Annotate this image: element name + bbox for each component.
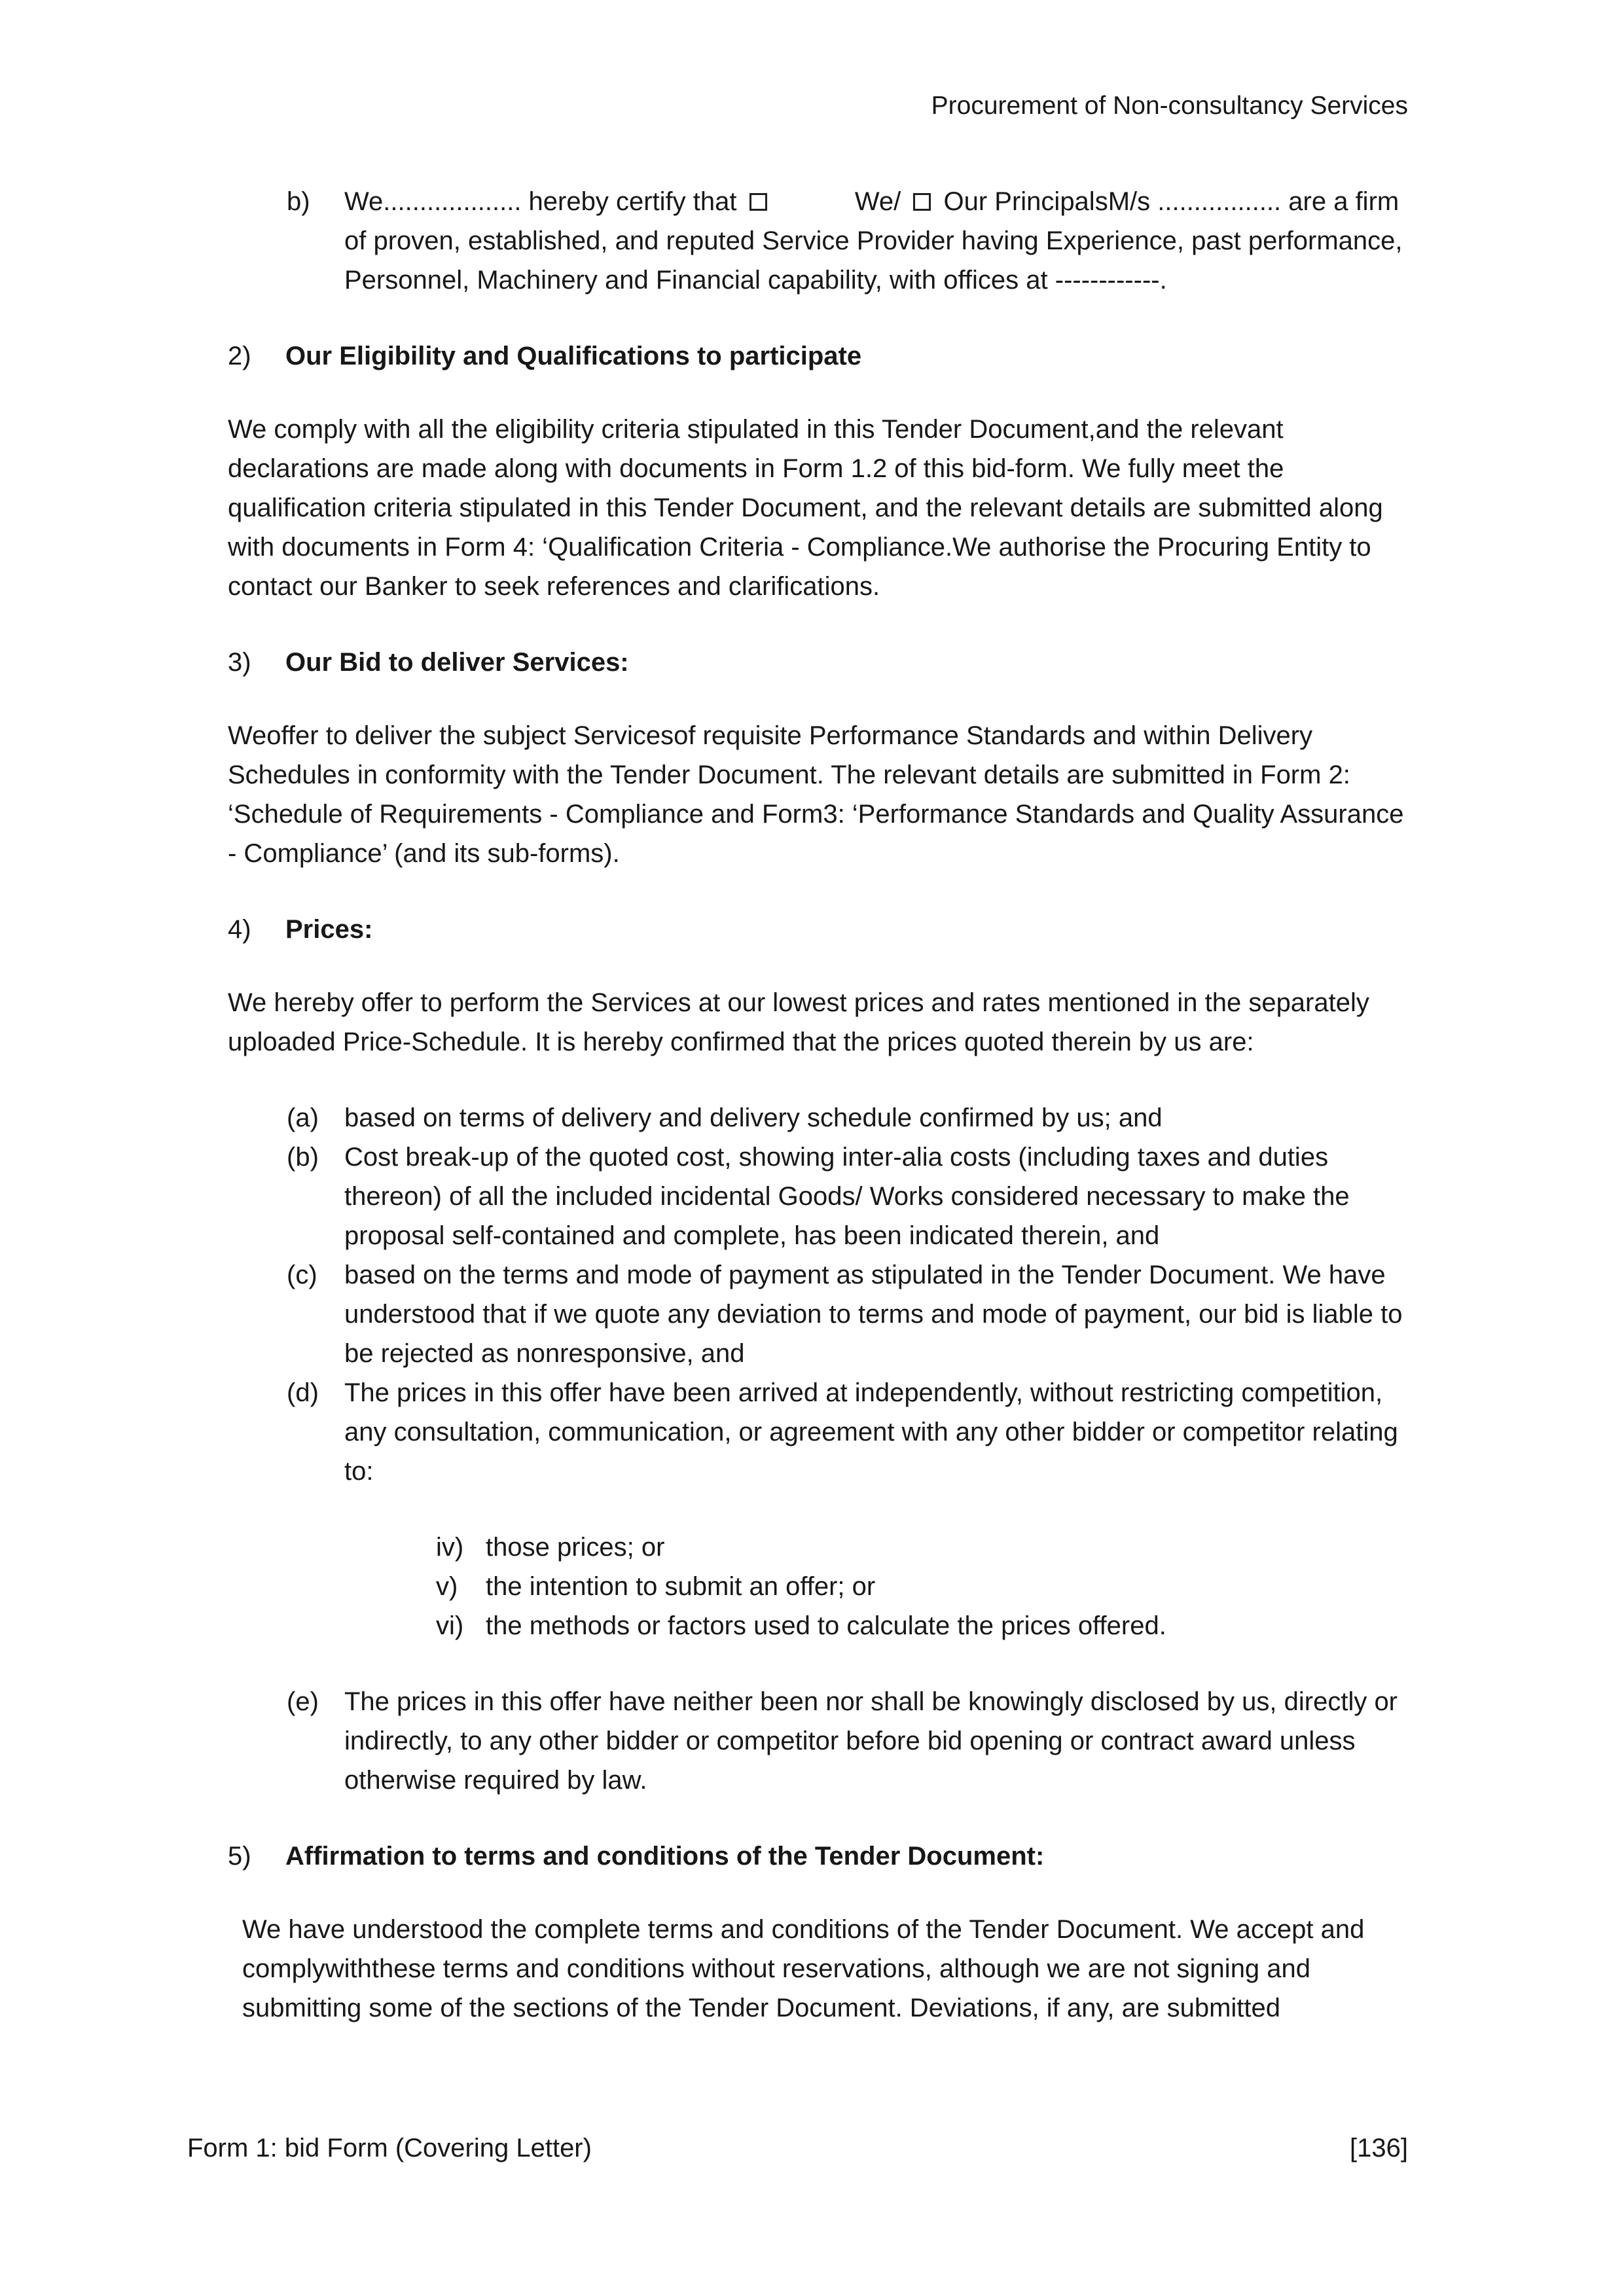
list-item-iv-label: iv) bbox=[436, 1533, 464, 1562]
list-item-e-label: (e) bbox=[287, 1687, 319, 1716]
checkbox-principals-icon bbox=[913, 193, 931, 211]
list-item-vi bbox=[436, 1606, 1410, 1645]
list-item-b-text bbox=[344, 182, 1410, 300]
list-item-b2-text: Cost break-up of the quoted cost, showing inter-alia costs (including taxes and duties thereon) of all the included incidental Goods/ Works considered necessary to make the proposal self-contained and complete, has been indicated therein, and bbox=[344, 1143, 1350, 1250]
list-item-c bbox=[287, 1255, 1410, 1373]
page-header bbox=[931, 90, 1408, 122]
document-content bbox=[228, 182, 1410, 2064]
section-2-title: Our Eligibility and Qualifications to participate bbox=[285, 342, 862, 370]
list-item-vi-label: vi) bbox=[436, 1611, 464, 1640]
page-footer bbox=[187, 2128, 1408, 2168]
list-item-a-text: based on terms of delivery and delivery schedule confirmed by us; and bbox=[344, 1103, 1163, 1132]
list-item-v-label: v) bbox=[436, 1572, 458, 1601]
section-2-body: We comply with all the eligibility criteria stipulated in this Tender Document,and the relevant declarations are made along with documents in Form 1.2 of this bid-form. We fully meet the qualification criteria stipulated in this Tender Document, and the relevant details are submitted along with documents in Form 4: ‘Qualification Criteria - Compliance.We authorise the Procuring Entity to contact our Banker to seek references and clarifications. bbox=[228, 415, 1383, 601]
header-title: Procurement of Non-consultancy Services bbox=[931, 92, 1408, 120]
footer-form-label: Form 1: bid Form (Covering Letter) bbox=[187, 2134, 592, 2162]
list-item-b-label: b) bbox=[287, 187, 310, 216]
list-item-e-text: The prices in this offer have neither been nor shall be knowingly disclosed by us, directly or indirectly, to any other bidder or competitor before bid opening or contract award unless otherwise required by law. bbox=[344, 1687, 1398, 1795]
section-5-heading bbox=[228, 1837, 1410, 1876]
section-3-title: Our Bid to deliver Services: bbox=[285, 648, 629, 677]
section-4-title: Prices: bbox=[285, 915, 373, 944]
section-4-heading bbox=[228, 910, 1410, 949]
section-5-body: We have understood the complete terms and conditions of the Tender Document. We accept and complywiththese terms and conditions without reservations, although we are not signing and submitting some of the sections of the Tender Document. Deviations, if any, are submitted bbox=[242, 1915, 1365, 2022]
section-3-number: 3) bbox=[228, 648, 251, 677]
we-text: We/ bbox=[854, 187, 901, 216]
list-item-b2 bbox=[287, 1138, 1410, 1255]
list-item-iv bbox=[436, 1528, 1410, 1567]
roman-sub-list bbox=[436, 1528, 1410, 1645]
section-4-number: 4) bbox=[228, 915, 251, 944]
principals-text: Our PrincipalsM/s ................. are a firm of proven, established, and reputed Service Provider having Experience, past performance, Personnel, Machinery and Financial capability, with offices at ------------. bbox=[344, 187, 1403, 295]
section-2-number: 2) bbox=[228, 342, 251, 370]
list-item-iv-text: those prices; or bbox=[486, 1533, 665, 1562]
list-item-b bbox=[287, 182, 1410, 300]
list-item-a bbox=[287, 1098, 1410, 1138]
list-item-c-text: based on the terms and mode of payment as stipulated in the Tender Document. We have understood that if we quote any deviation to terms and mode of payment, our bid is liable to be rejected as nonresponsive, and bbox=[344, 1261, 1403, 1368]
checkbox-we-icon bbox=[749, 193, 767, 211]
section-4-body: We hereby offer to perform the Services at our lowest prices and rates mentioned in the separately uploaded Price-Schedule. It is hereby confirmed that the prices quoted therein by us are: bbox=[228, 988, 1369, 1056]
section-3-heading bbox=[228, 643, 1410, 682]
price-conditions-list bbox=[287, 1098, 1410, 1491]
certify-text: We................... hereby certify that bbox=[344, 187, 737, 216]
list-item-v-text: the intention to submit an offer; or bbox=[486, 1572, 876, 1601]
list-item-b2-label: (b) bbox=[287, 1143, 319, 1172]
list-item-vi-text: the methods or factors used to calculate the prices offered. bbox=[486, 1611, 1166, 1640]
list-item-d bbox=[287, 1373, 1410, 1491]
list-item-v bbox=[436, 1567, 1410, 1606]
list-item-e bbox=[287, 1682, 1410, 1800]
section-2-heading bbox=[228, 336, 1410, 376]
list-item-d-label: (d) bbox=[287, 1378, 319, 1407]
list-item-a-label: (a) bbox=[287, 1103, 319, 1132]
section-5-number: 5) bbox=[228, 1842, 251, 1871]
section-5-title: Affirmation to terms and conditions of the Tender Document: bbox=[285, 1842, 1045, 1871]
footer-page-number: [136] bbox=[1350, 2134, 1408, 2162]
list-item-d-text: The prices in this offer have been arrived at independently, without restricting competition, any consultation, communication, or agreement with any other bidder or competitor relating to: bbox=[344, 1378, 1398, 1486]
section-3-body: Weoffer to deliver the subject Servicesof requisite Performance Standards and within Delivery Schedules in conformity with the Tender Document. The relevant details are submitted in Form 2: ‘Schedule of Requirements - Compliance and Form3: ‘Performance Standards and Quality Assurance - Compliance’ (and its sub-forms). bbox=[228, 721, 1404, 868]
list-item-c-label: (c) bbox=[287, 1261, 317, 1289]
